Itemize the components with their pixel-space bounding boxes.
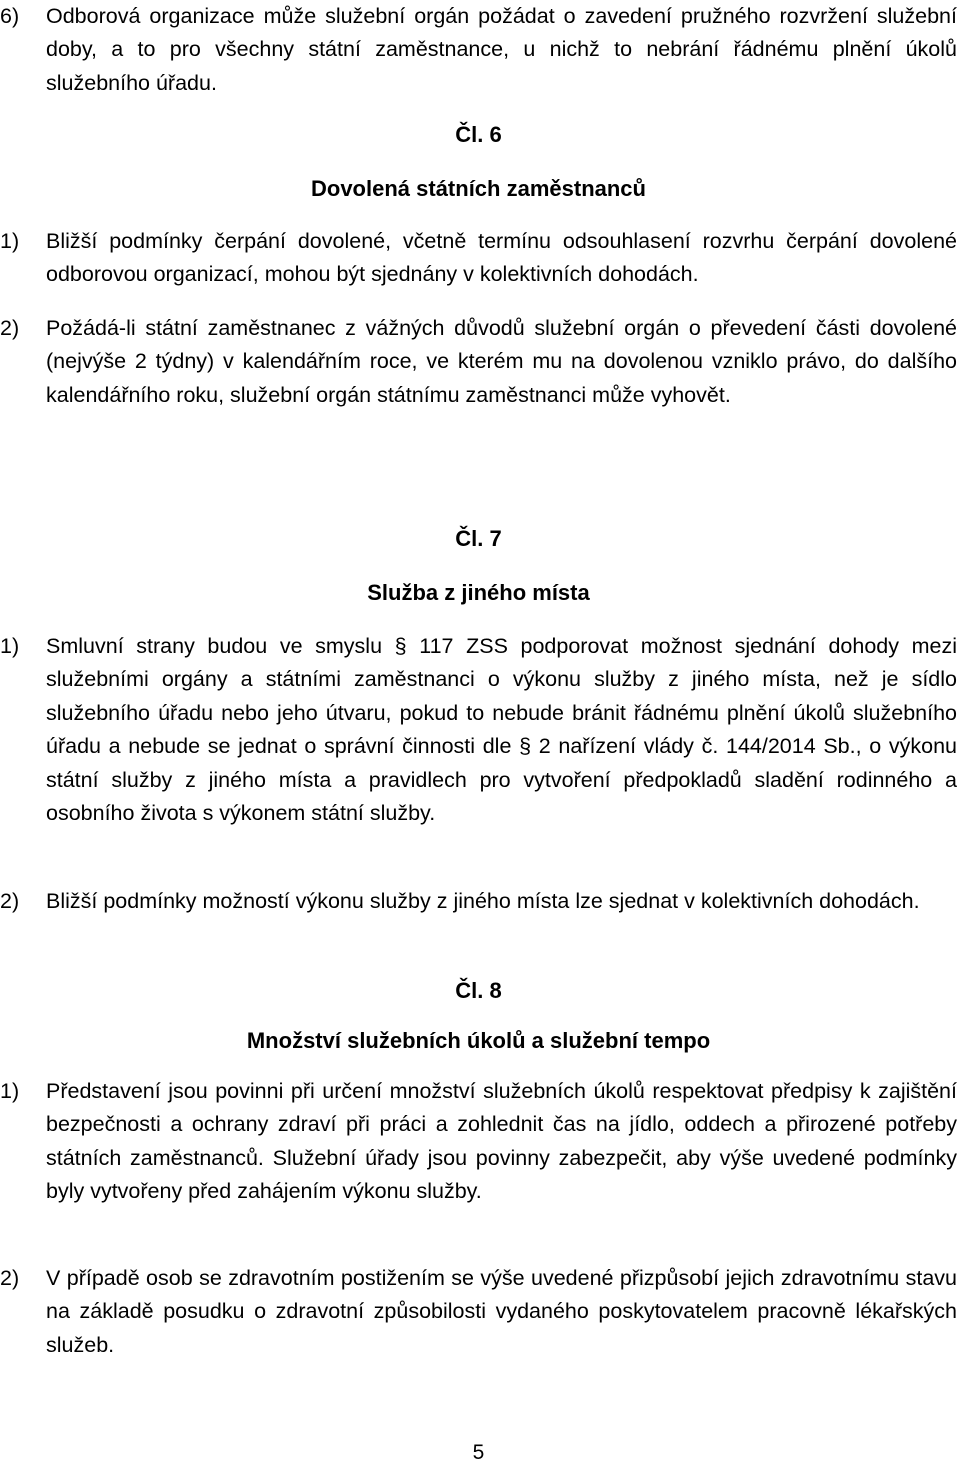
article-8-paragraph-2 xyxy=(0,1262,957,1362)
article-7-number: Čl. 7 xyxy=(455,526,502,551)
article-6-number: Čl. 6 xyxy=(455,122,502,147)
paragraph-text: Bližší podmínky možností výkonu služby z jiného místa lze sjednat v kolektivních dohodách. xyxy=(46,889,920,913)
article-7-paragraph-1 xyxy=(0,630,957,830)
paragraph-number: 1) xyxy=(0,229,20,253)
paragraph-number: 2) xyxy=(0,316,20,340)
paragraph-text: Představení jsou povinni při určení množství služebních úkolů respektovat předpisy k zajištění bezpečnosti a ochrany zdraví při práci a zohlednit čas na jídlo, oddech a přirozené potřeby státních zaměstnanců. Služební úřady jsou povinny zabezpečit, aby výše uvedené podmínky byly vytvořeny před zahájením výkonu služby. xyxy=(46,1079,957,1204)
paragraph-text xyxy=(46,630,957,830)
section-sign: § xyxy=(394,634,407,658)
paragraph-text: Bližší podmínky čerpání dovolené, včetně termínu odsouhlasení rozvrhu čerpání dovolené odborovou organizací, mohou být sjednány v kolektivních dohodách. xyxy=(46,229,957,287)
paragraph-text: Požádá-li státní zaměstnanec z vážných důvodů služební orgán o převedení části dovolené (nejvýše 2 týdny) v kalendářním roce, ve kterém mu na dovolenou vzniklo právo, do dalšího kalendářního roku, služební orgán státnímu zaměstnanci může vyhovět. xyxy=(46,316,957,407)
paragraph-number: 2) xyxy=(0,1266,20,1290)
article-7-title: Služba z jiného místa xyxy=(367,580,590,605)
paragraph-text: Odborová organizace může služební orgán požádat o zavedení pružného rozvržení služební doby, a to pro všechny státní zaměstnance, u nichž to nebrání řádnému plnění úkolů služebního úřadu. xyxy=(46,4,957,95)
article-6-paragraph-2 xyxy=(0,312,957,412)
article-8-title: Množství služebních úkolů a služební tempo xyxy=(246,1028,711,1053)
article-7-paragraph-2 xyxy=(0,885,957,918)
article-6-title: Dovolená státních zaměstnanců xyxy=(311,176,646,201)
paragraph-6 xyxy=(0,0,957,100)
article-8-number: Čl. 8 xyxy=(455,978,502,1003)
article-8-paragraph-1 xyxy=(0,1075,957,1209)
paragraph-number: 1) xyxy=(0,1079,20,1103)
text-segment: 2 nařízení vlády č. 144/2014 Sb., o výkonu státní služby z jiného místa a pravidlech pro vytvoření předpokladů sladění rodinného a osobního života s výkonem státní služby. xyxy=(46,734,958,826)
paragraph-number: 1) xyxy=(0,634,20,658)
text-segment: 117 ZSS podporovat možnost sjednání dohody mezi služebními orgány a státními zaměstnanci o výkonu služby z jiného místa, než je sídlo služebního úřadu nebo jeho útvaru, pokud to nebude bránit řádnému plnění úkolů služebního úřadu a nebude se jednat o správní činnosti dle xyxy=(46,634,957,759)
paragraph-number: 6) xyxy=(0,4,20,28)
paragraph-number: 2) xyxy=(0,889,20,913)
paragraph-text: V případě osob se zdravotním postižením se výše uvedené přizpůsobí jejich zdravotnímu stavu na základě posudku o zdravotní způsobilosti vydaného poskytovatelem pracovně lékařských služeb. xyxy=(46,1266,957,1357)
section-sign: § xyxy=(519,734,532,759)
article-6-paragraph-1 xyxy=(0,225,957,292)
text-segment: Smluvní strany budou ve smyslu xyxy=(46,634,395,658)
page-number: 5 xyxy=(472,1441,485,1464)
